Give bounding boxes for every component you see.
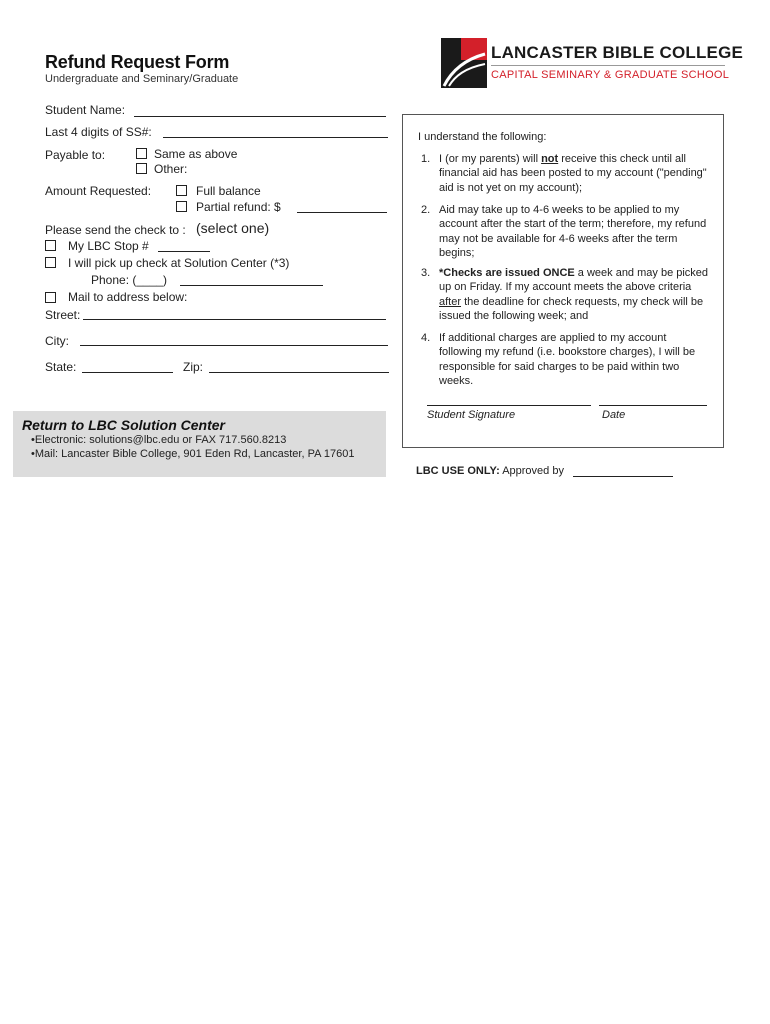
student-name-field[interactable]	[134, 116, 386, 117]
same-as-above-checkbox[interactable]	[136, 148, 147, 159]
pickup-checkbox[interactable]	[45, 257, 56, 268]
terms-item-emphasis: ONCE	[542, 267, 575, 279]
amount-label: Amount Requested:	[45, 184, 152, 198]
terms-item-text: receive this check until all financial aid has been posted to my account ("pending" aid is not yet on my account);	[439, 153, 707, 194]
send-to-label: Please send the check to :	[45, 223, 186, 237]
lbc-stop-label: My LBC Stop #	[68, 239, 149, 253]
logo-college-name: LANCASTER BIBLE COLLEGE	[491, 43, 744, 62]
city-field[interactable]	[80, 345, 388, 346]
office-use	[416, 465, 564, 477]
payable-label: Payable to:	[45, 148, 106, 162]
ssn-label: Last 4 digits of SS#:	[45, 125, 152, 139]
phone-label: Phone: (____)	[91, 273, 168, 287]
full-balance-checkbox[interactable]	[176, 185, 187, 196]
terms-item-emphasis: after	[439, 295, 462, 308]
phone-field[interactable]	[180, 285, 323, 286]
lbc-stop-field[interactable]	[158, 251, 210, 252]
terms-item-text: the deadline for check requests, my check will be issued the following week; and	[439, 295, 704, 322]
logo-divider	[491, 65, 725, 66]
page-subtitle: Undergraduate and Seminary/Graduate	[45, 73, 239, 85]
terms-item-text: *Checks are issued	[439, 267, 543, 279]
date-field[interactable]	[599, 405, 707, 406]
approved-by-field[interactable]	[573, 476, 673, 477]
date-label: Date	[602, 409, 626, 421]
logo-tagline: CAPITAL SEMINARY & GRADUATE SCHOOL	[491, 69, 730, 81]
terms-item-number: 2.	[421, 204, 431, 216]
state-label: State:	[45, 360, 77, 374]
other-checkbox[interactable]	[136, 163, 147, 174]
lbc-logo	[441, 38, 487, 88]
terms-item-text: a week and may be picked up on Friday. If my account meets the above criteria	[439, 267, 709, 294]
lbc-stop-checkbox[interactable]	[45, 240, 56, 251]
terms-item-text: If additional charges are applied to my account following my refund (i.e. bookstore charges), I will be responsible for said charges to be paid within two weeks.	[439, 332, 696, 387]
select-one-hint: (select one)	[196, 220, 270, 236]
return-box-title: Return to LBC Solution Center	[22, 417, 225, 433]
mail-checkbox[interactable]	[45, 292, 56, 303]
terms-item-emphasis: not	[541, 153, 559, 165]
ssn-field[interactable]	[163, 137, 388, 138]
signature-field[interactable]	[427, 405, 591, 406]
terms-intro: I understand the following:	[418, 131, 547, 143]
pickup-label: I will pick up check at Solution Center (*3)	[68, 256, 290, 270]
terms-item-number: 3.	[421, 267, 431, 279]
same-as-above-label: Same as above	[154, 147, 238, 161]
terms-item-number: 4.	[421, 332, 431, 344]
state-field[interactable]	[82, 372, 173, 373]
zip-field[interactable]	[209, 372, 389, 373]
mail-label: Mail to address below:	[68, 290, 188, 304]
street-label: Street:	[45, 308, 81, 322]
partial-refund-field[interactable]	[297, 212, 387, 213]
logo-mark-icon	[441, 38, 487, 88]
student-name-label: Student Name:	[45, 103, 126, 117]
approved-by-label: Approved by	[502, 465, 564, 477]
terms-item-text: I (or my parents) will	[439, 153, 542, 165]
street-field[interactable]	[83, 319, 386, 320]
partial-refund-label: Partial refund: $	[196, 200, 281, 214]
zip-label: Zip:	[183, 360, 204, 374]
other-label: Other:	[154, 162, 188, 176]
signature-label: Student Signature	[427, 409, 516, 421]
page-title: Refund Request Form	[45, 52, 230, 72]
city-label: City:	[45, 334, 69, 348]
full-balance-label: Full balance	[196, 184, 261, 198]
return-electronic: •Electronic: solutions@lbc.edu or FAX 717.560.8213	[31, 434, 287, 446]
return-mail: •Mail: Lancaster Bible College, 901 Eden Rd, Lancaster, PA 17601	[31, 448, 355, 460]
partial-refund-checkbox[interactable]	[176, 201, 187, 212]
terms-item-number: 1.	[421, 153, 431, 165]
terms-item-text: Aid may take up to 4-6 weeks to be applied to my account after the start of the term; therefore, my refund may not be available for 4-6 weeks after the term begins;	[439, 204, 707, 259]
office-use-label: LBC USE ONLY:	[416, 465, 500, 477]
